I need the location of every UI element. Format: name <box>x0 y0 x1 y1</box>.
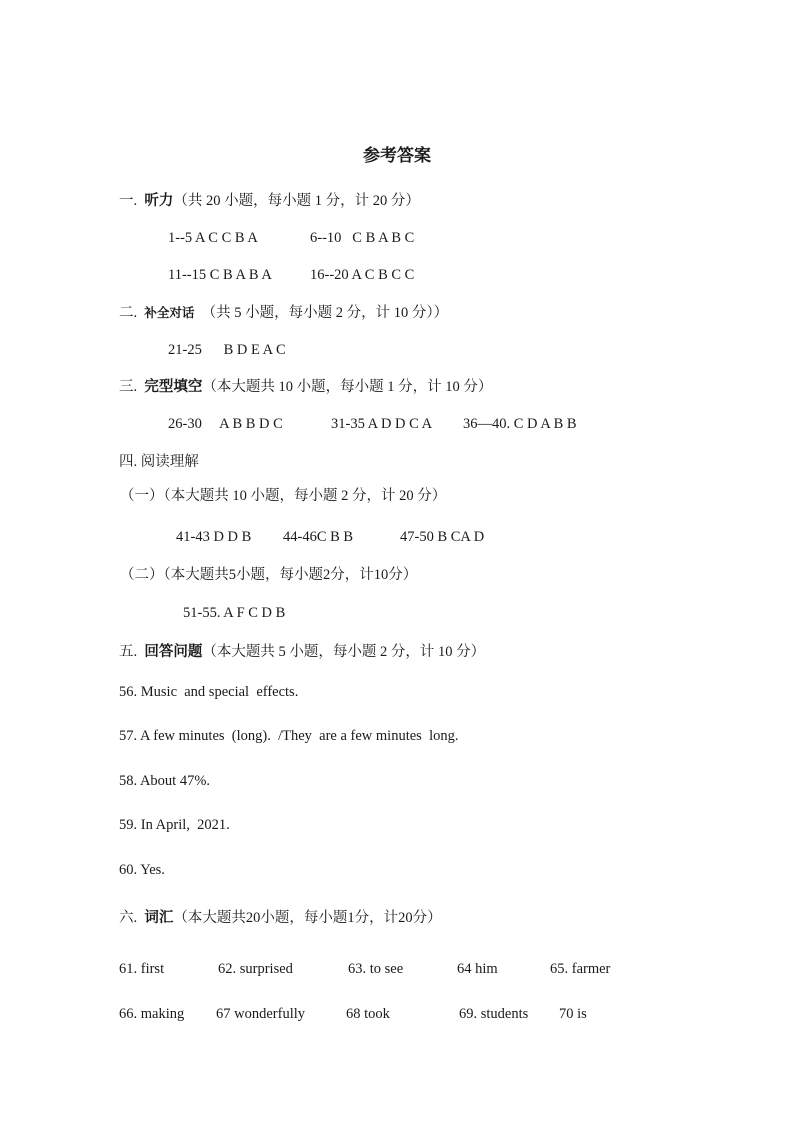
section-1-name: 听力 <box>144 193 174 209</box>
section-2-desc: （共 5 小题，每小题 2 分，计 10 分）） <box>201 305 449 321</box>
section-3-desc: （本大题共 10 小题，每小题 1 分，计 10 分） <box>202 379 493 395</box>
section-3-number: 三. <box>119 379 138 395</box>
vocab-answer: 65. farmer <box>550 961 611 977</box>
section-4-heading: 四. 阅读理解 <box>119 454 199 470</box>
section-6-desc: （本大题共20小题，每小题1分，计20分） <box>173 910 442 926</box>
section-5-name: 回答问题 <box>144 644 203 660</box>
vocab-answer: 63. to see <box>348 961 404 977</box>
vocab-answer: 62. surprised <box>218 961 293 977</box>
section-6-number: 六. <box>119 910 138 926</box>
answer-line: 59. In April, 2021. <box>119 817 230 833</box>
vocab-answer: 68 took <box>346 1006 390 1022</box>
section-5-heading <box>119 643 485 661</box>
answer-group: 47-50 B CA D <box>400 529 485 545</box>
answer-group: 41-43 D D B <box>176 529 252 545</box>
answer-group: 31-35 A D D C A <box>331 416 433 432</box>
section-2-name: 补全对话 <box>144 306 195 320</box>
answer-group: 11--15 C B A B A <box>168 267 272 283</box>
section-4-part-1: （一）（本大题共 10 小题，每小题 2 分，计 20 分） <box>120 488 447 504</box>
answer-group: 51-55. A F C D B <box>183 605 286 621</box>
answer-group: 6--10 C B A B C <box>310 230 415 246</box>
vocab-answer: 67 wonderfully <box>216 1006 305 1022</box>
section-5-desc: （本大题共 5 小题，每小题 2 分，计 10 分） <box>202 644 486 660</box>
section-2-heading <box>119 304 448 322</box>
answer-line: 56. Music and special effects. <box>119 684 299 700</box>
section-6-heading <box>119 909 442 927</box>
section-1-desc: （共 20 小题，每小题 1 分，计 20 分） <box>173 193 420 209</box>
vocab-answer: 66. making <box>119 1006 185 1022</box>
section-1-heading <box>119 192 420 210</box>
answer-group: 44-46C B B <box>283 529 354 545</box>
answer-line: 57. A few minutes (long). /They are a few minutes long. <box>119 728 459 744</box>
section-3-heading <box>119 378 492 396</box>
answer-group: 21-25 B D E A C <box>168 342 286 358</box>
vocab-answer: 70 is <box>559 1006 587 1022</box>
section-4-part-2: （二）（本大题共5小题，每小题2分，计10分） <box>120 567 418 583</box>
answer-group: 1--5 A C C B A <box>168 230 258 246</box>
section-3-name: 完型填空 <box>144 379 203 395</box>
section-2-number: 二. <box>119 305 138 321</box>
vocab-answer: 61. first <box>119 961 165 977</box>
answer-line: 60. Yes. <box>119 862 165 878</box>
page-title: 参考答案 <box>363 146 431 165</box>
section-5-number: 五. <box>119 644 138 660</box>
vocab-answer: 69. students <box>459 1006 529 1022</box>
answer-group: 36—40. C D A B B <box>463 416 577 432</box>
answer-group: 16--20 A C B C C <box>310 267 415 283</box>
section-6-name: 词汇 <box>144 910 174 926</box>
vocab-answer: 64 him <box>457 961 498 977</box>
answer-line: 58. About 47%. <box>119 773 211 789</box>
section-1-number: 一. <box>119 193 138 209</box>
answer-group: 26-30 A B B D C <box>168 416 283 432</box>
